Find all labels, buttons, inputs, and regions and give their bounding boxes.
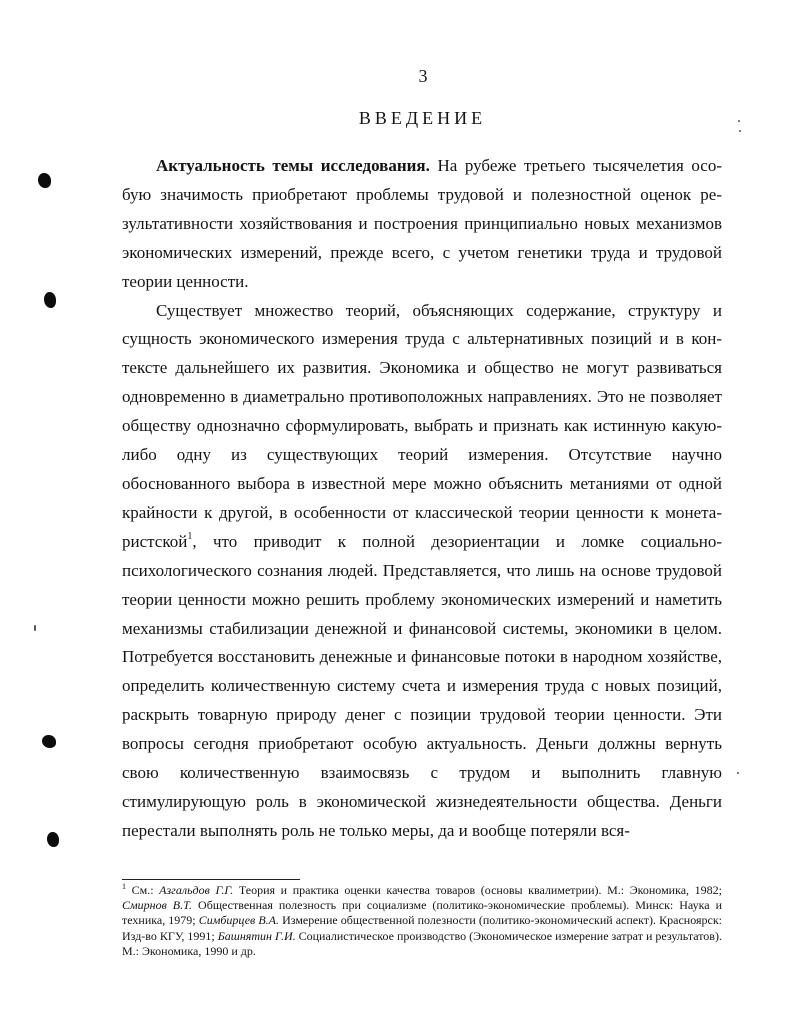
binding-hole-mark <box>42 735 56 748</box>
footnote-author: Симбирцев В.А. <box>198 913 279 928</box>
paragraph-lead: Актуальность темы исследования. <box>156 156 430 175</box>
scan-speck <box>34 625 36 631</box>
footnote-marker: 1 <box>122 882 126 891</box>
binding-hole-mark <box>38 173 51 188</box>
paragraph-theories <box>122 297 722 846</box>
footnote-author: Азгальдов Г.Г. <box>159 883 234 897</box>
footnote-author: Башнятин Г.И. <box>217 928 296 943</box>
paragraph-text: , что приводит к полной дезориентации и ломке социально-психологического сознания людей. Представляется, что лишь на основе трудовой теории ценности можно решить проблему экономических измерений и наметить механизмы стабилизации денежной и финансовой системы, экономики в целом. Потребуется восстановить денежные и финансовые потоки в народном хозяйстве, определить количественную систему счета и измерения труда с новых позиций, раскрыть товарную природу денег с позиции трудовой теории ценности. Эти вопросы сегодня приобретают особую актуальность. Деньги должны вернуть свою количественную взаимосвязь с трудом и выполнить главную стимулирующую роль в экономической жизнедеятельности общества. Деньги перестали выполнять роль не только меры, да и вообще потеряли вся- <box>122 531 722 840</box>
footnote-text: См.: <box>126 883 160 897</box>
main-text <box>122 152 722 846</box>
binding-hole-mark <box>47 832 59 847</box>
scan-speck <box>739 130 741 132</box>
paragraph-text: На рубеже третьего тысячелетия особую значимость приобретают проблемы трудовой и полезностной оценок результативности хозяйствования и построения принципиально новых механизмов экономических измерений, прежде всего, с учетом генетики труда и трудовой теории ценности. <box>122 156 723 291</box>
binding-hole-mark <box>44 292 56 308</box>
footnote-text: Измерение общественной полезности (политико-экономический аспект). Красноярск: Изд-во КГУ, 1991; <box>122 913 722 943</box>
paragraph-relevance <box>122 152 722 297</box>
footnote-author: Смирнов В.Т. <box>122 898 193 913</box>
scan-speck <box>738 120 740 122</box>
footnote-reference: 1 <box>187 530 193 542</box>
footnote-divider <box>122 879 300 880</box>
footnote-text: Теория и практика оценки качества товаров (основы квалиметрии). М.: Экономика, 1982; <box>233 883 723 897</box>
paragraph-text: Существует множество теорий, объясняющих содержание, структуру и сущность экономического измерения труда с альтернативных позиций и в контексте дальнейшего их развития. Экономика и общество не могут развиваться одновременно в диаметрально противоположных направлениях. Это не позволяет обществу однозначно сформулировать, выбрать и признать как истинную какую-либо одну из существующих теорий измерения. Отсутствие научно обоснованного выбора в известной мере можно объяснить метаниями от одной крайности к другой, в особенности от классической теории ценности к монетаристской <box>122 300 722 551</box>
page-number: 3 <box>418 66 428 86</box>
scan-speck <box>737 772 739 774</box>
footnote-text: Общественная полезность при социализме (политико-экономические проблемы). Минск: Наука и техника, 1979; <box>122 898 722 928</box>
page-title: ВВЕДЕНИЕ <box>358 108 487 128</box>
footnote-text: Социалистическое производство (Экономическое измерение затрат и результатов). М.: Экономика, 1990 и др. <box>122 928 722 958</box>
footnote <box>122 883 722 959</box>
